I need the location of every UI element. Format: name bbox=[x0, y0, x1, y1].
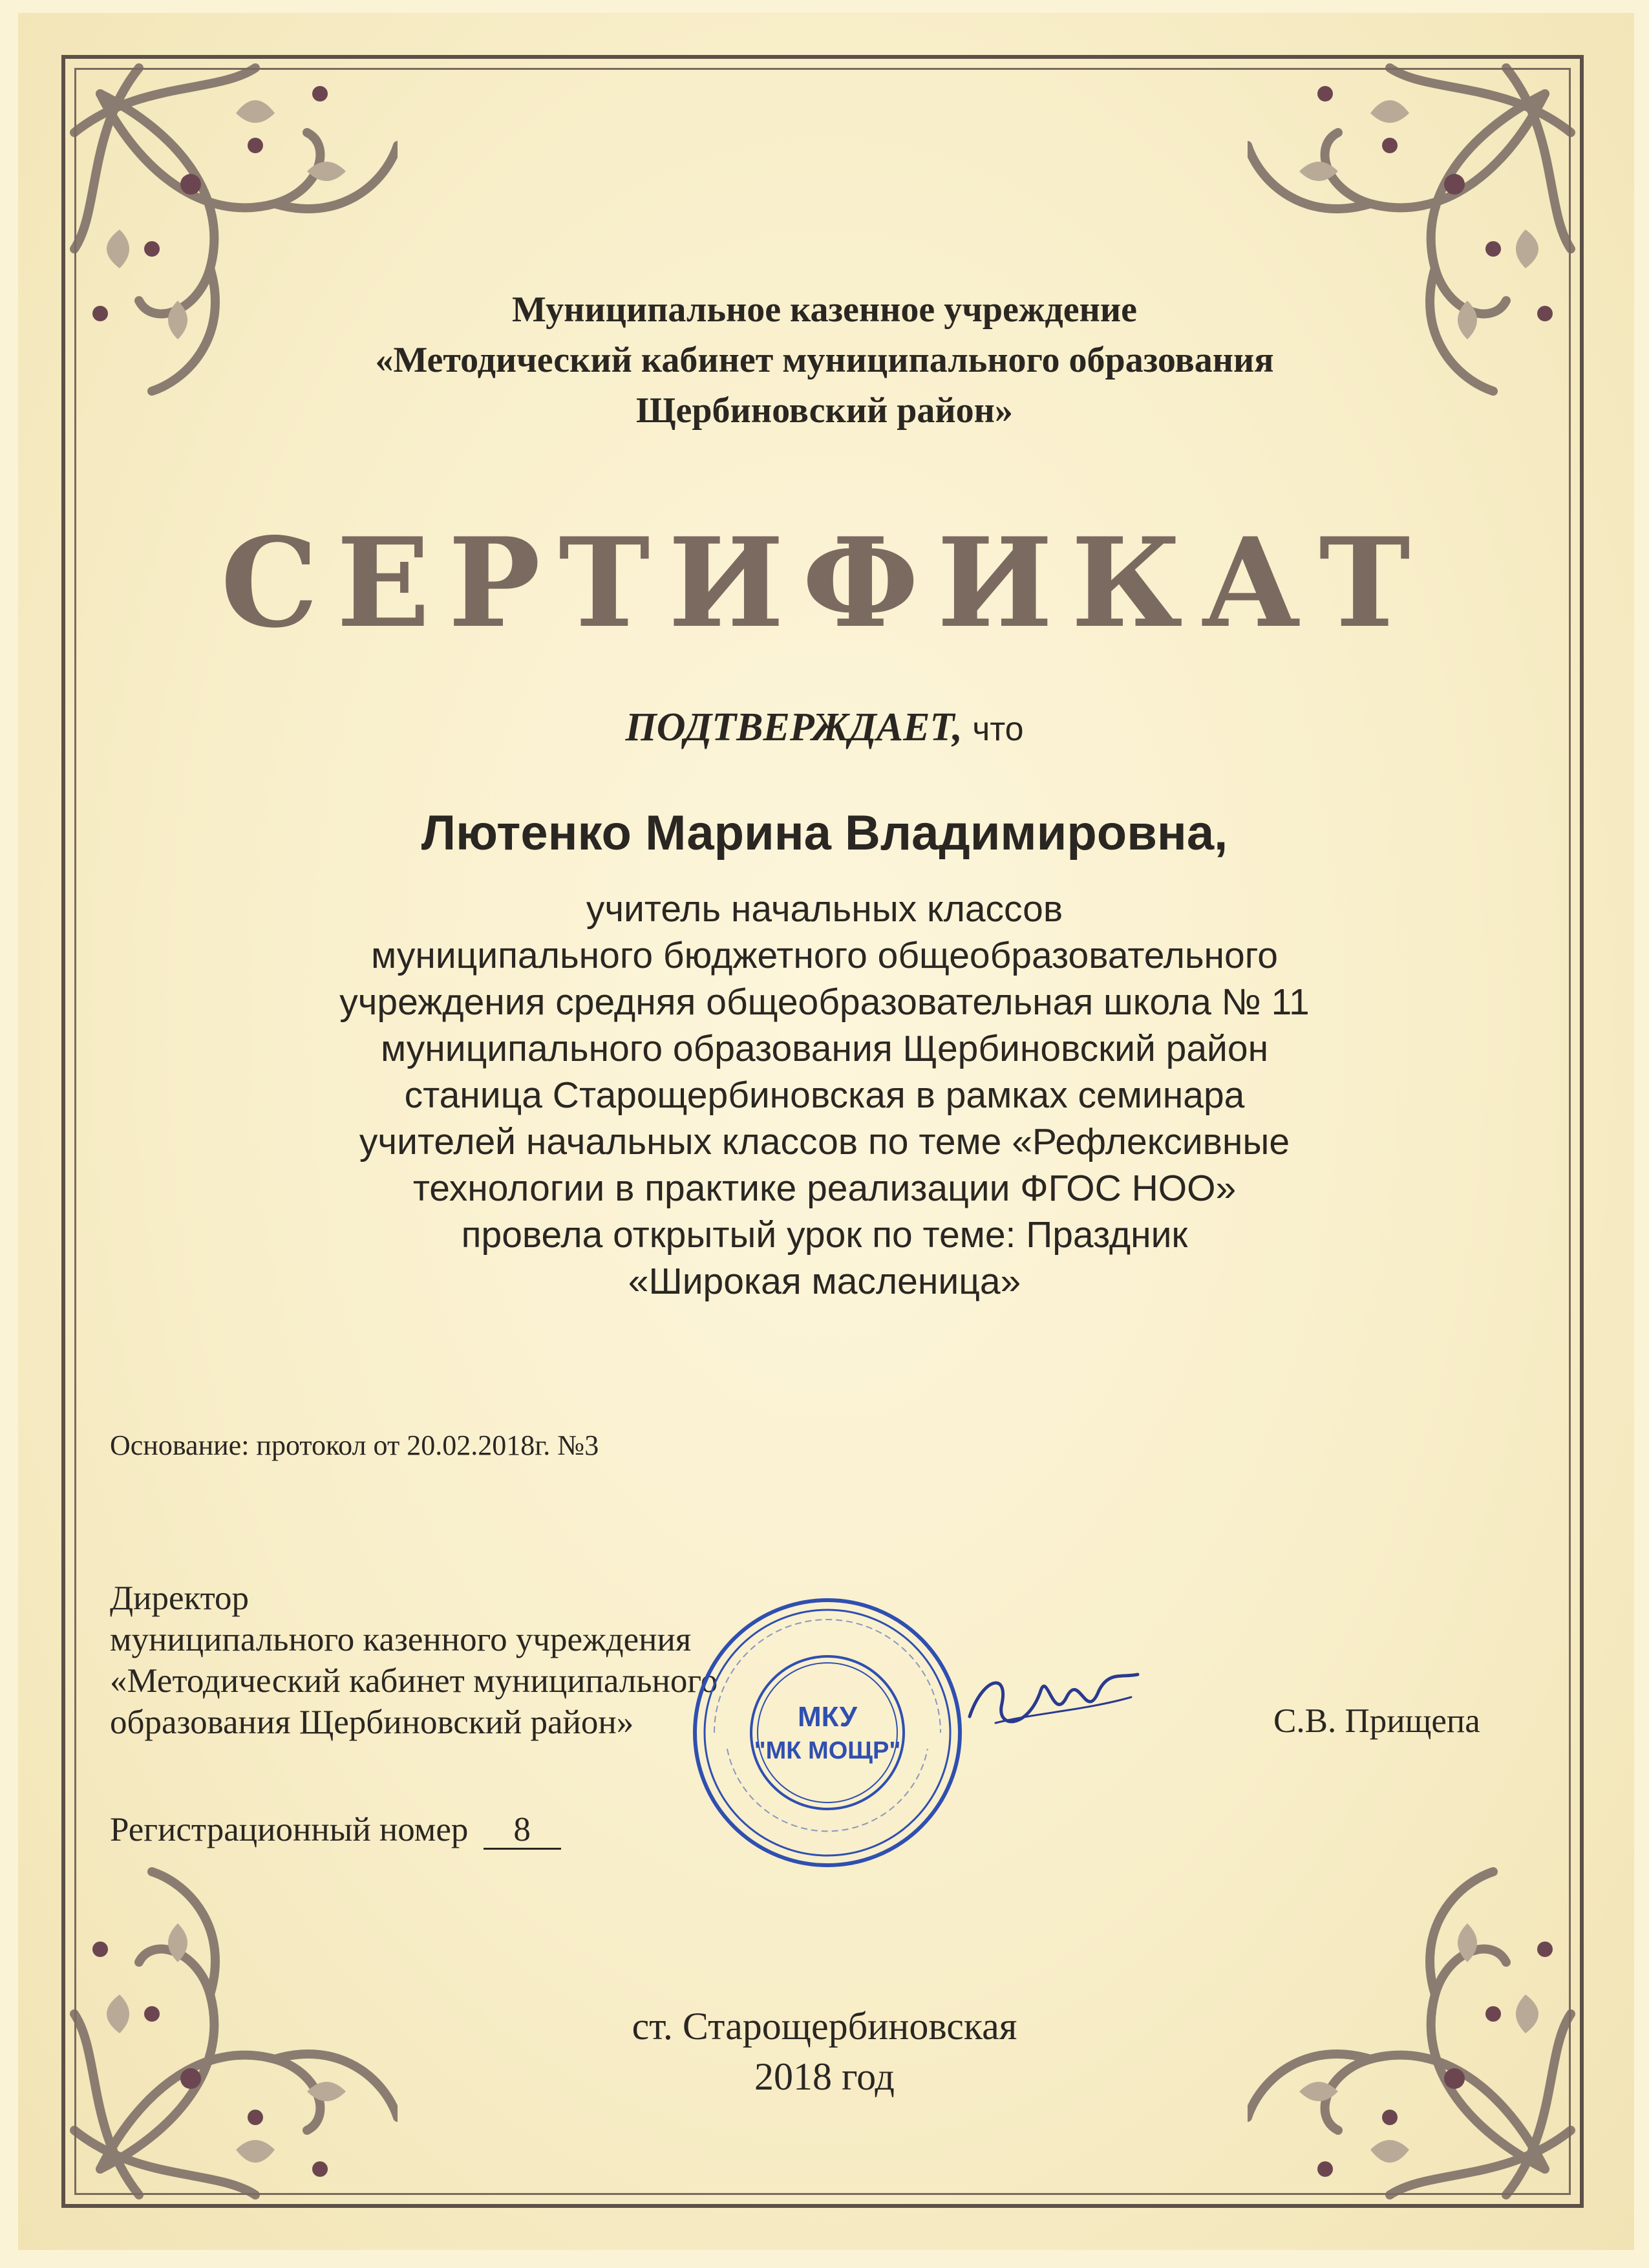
description-line: «Широкая масленица» bbox=[628, 1261, 1021, 1302]
recipient-description bbox=[0, 886, 1649, 1305]
description-line: станица Старощербиновская в рамках семинара bbox=[404, 1075, 1245, 1116]
director-line: муниципального казенного учреждения bbox=[110, 1621, 692, 1658]
registration-label: Регистрационный номер bbox=[110, 1811, 469, 1848]
description-line: муниципального бюджетного общеобразовательного bbox=[371, 935, 1278, 976]
registration-number: 8 bbox=[484, 1812, 561, 1850]
organization-line-2: «Методический кабинет муниципального образования bbox=[375, 340, 1274, 380]
description-line: учреждения средняя общеобразовательная школа № 11 bbox=[339, 981, 1310, 1023]
stamp-center-line-1: МКУ bbox=[798, 1701, 857, 1733]
organization-line-1: Муниципальное казенное учреждение bbox=[511, 290, 1137, 330]
certificate-title: СЕРТИФИКАТ bbox=[220, 511, 1429, 655]
director-block bbox=[110, 1578, 718, 1743]
description-line: учитель начальных классов bbox=[586, 888, 1063, 930]
director-name: С.В. Прищепа bbox=[1273, 1702, 1480, 1740]
description-line: учителей начальных классов по теме «Рефлексивные bbox=[359, 1121, 1290, 1162]
footer-place-year bbox=[0, 2001, 1649, 2102]
confirms-line bbox=[0, 705, 1649, 751]
footer-place: ст. Старощербиновская bbox=[632, 2005, 1017, 2048]
official-stamp bbox=[688, 1594, 966, 1872]
footer-year: 2018 год bbox=[754, 2055, 895, 2098]
registration-line bbox=[110, 1810, 561, 1850]
description-line: технологии в практике реализации ФГОС НОО» bbox=[412, 1168, 1237, 1209]
description-line: муниципального образования Щербиновский район bbox=[380, 1028, 1269, 1069]
stamp-center-line-2: "МК МОЩР" bbox=[754, 1737, 901, 1764]
director-line: «Методический кабинет муниципального bbox=[110, 1662, 718, 1700]
organization-line-3: Щербиновский район» bbox=[636, 390, 1013, 431]
director-line: Директор bbox=[110, 1579, 250, 1617]
recipient-name: Лютенко Марина Владимировна, bbox=[421, 806, 1228, 861]
basis-line: Основание: протокол от 20.02.2018г. №3 bbox=[110, 1429, 599, 1461]
description-line: провела открытый урок по теме: Праздник bbox=[461, 1214, 1188, 1256]
director-line: образования Щербиновский район» bbox=[110, 1704, 634, 1741]
organization-header bbox=[0, 284, 1649, 436]
confirms-word: ПОДТВЕРЖДАЕТ, bbox=[625, 705, 963, 749]
confirms-tail: что bbox=[972, 711, 1024, 748]
director-signature bbox=[957, 1652, 1151, 1749]
